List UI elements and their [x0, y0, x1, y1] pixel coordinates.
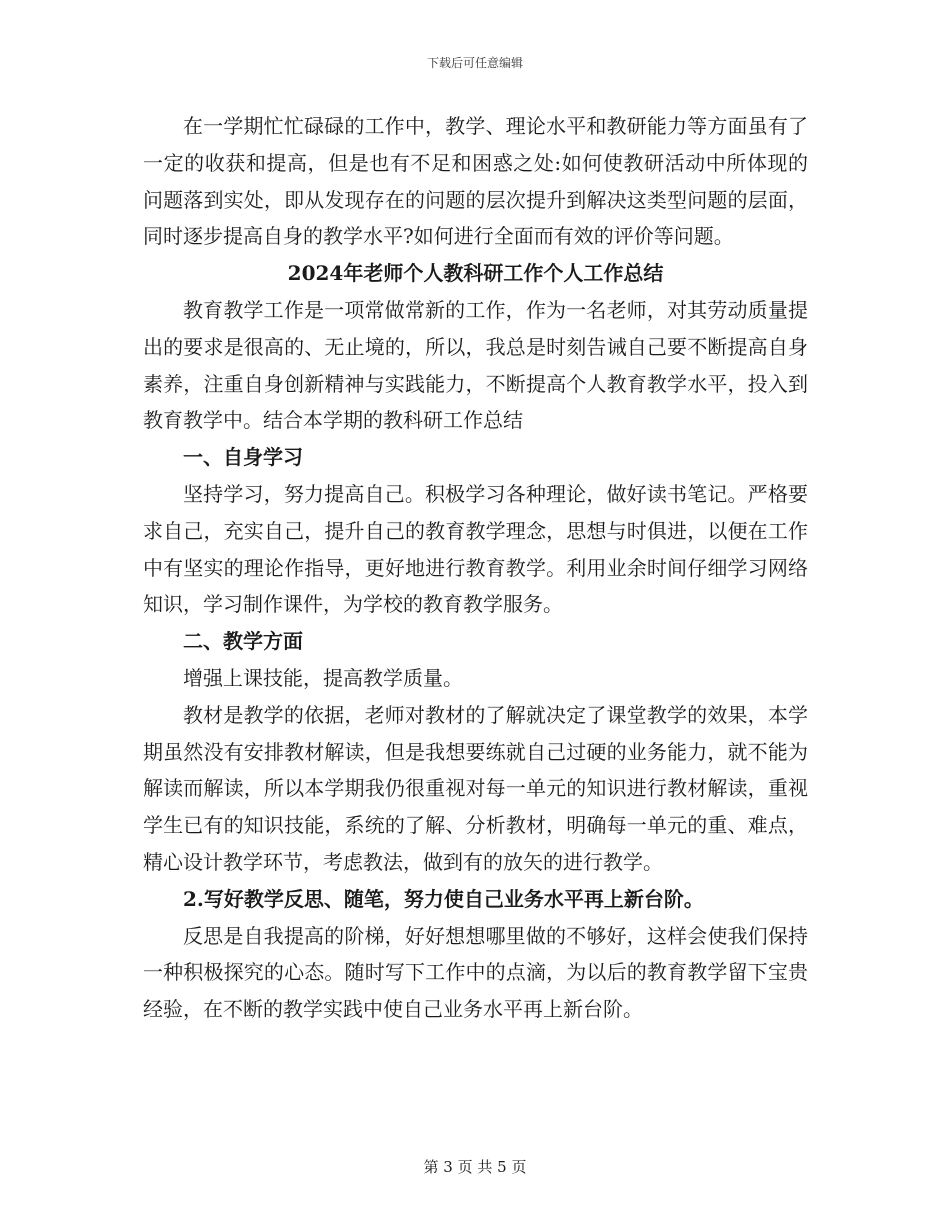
paragraph-overview: 教育教学工作是一项常做常新的工作，作为一名老师，对其劳动质量提出的要求是很高的、无止境的，所以，我总是时刻告诫自己要不断提高自身素养，注重自身创新精神与实践能力，不断提高个人教育教学水平，投入到教育教学中。结合本学期的教科研工作总结: [143, 297, 808, 433]
page-footer: 第 3 页 共 5 页: [423, 1158, 527, 1176]
paragraph-teaching-materials: 教材是教学的依据，老师对教材的了解就决定了课堂教学的效果，本学期虽然没有安排教材解读，但是我想要练就自己过硬的业务能力，就不能为解读而解读，所以本学期我仍很重视对每一单元的知识进行教材解读，重视学生已有的知识技能，系统的了解、分析教材，明确每一单元的重、难点，精心设计教学环节，考虑教法，做到有的放矢的进行教学。: [143, 702, 808, 874]
document-title: 2024年老师个人教科研工作个人工作总结: [287, 261, 664, 286]
paragraph-teaching-skills: 增强上课技能，提高教学质量。: [183, 665, 463, 690]
paragraph-self-study: 坚持学习，努力提高自己。积极学习各种理论，做好读书笔记。严格要求自己，充实自己，提升自己的教育教学理念，思想与时俱进，以便在工作中有坚实的理论作指导，更好地进行教育教学。利用业余时间仔细学习网络知识，学习制作课件，为学校的教育教学服务。: [143, 481, 808, 617]
section-heading-self-study: 一、自身学习: [183, 445, 303, 470]
paragraph-reflection: 反思是自我提高的阶梯，好好想想哪里做的不够好，这样会使我们保持一种积极探究的心态。随时写下工作中的点滴，为以后的教育教学留下宝贵经验，在不断的教学实践中使自己业务水平再上新台阶。: [143, 923, 808, 1022]
page-header: 下载后可任意编辑: [426, 56, 523, 70]
section-heading-teaching: 二、教学方面: [183, 629, 303, 654]
document-body: [143, 108, 808, 1028]
section-heading-reflection: 2.写好教学反思、随笔，努力使自己业务水平再上新台阶。: [183, 886, 704, 911]
paragraph-intro: 在一学期忙忙碌碌的工作中，教学、理论水平和教研能力等方面虽有了一定的收获和提高，但是也有不足和困惑之处:如何使教研活动中所体现的问题落到实处，即从发现存在的问题的层次提升到解决这类型问题的层面，同时逐步提高自身的教学水平?如何进行全面而有效的评价等问题。: [143, 114, 808, 249]
